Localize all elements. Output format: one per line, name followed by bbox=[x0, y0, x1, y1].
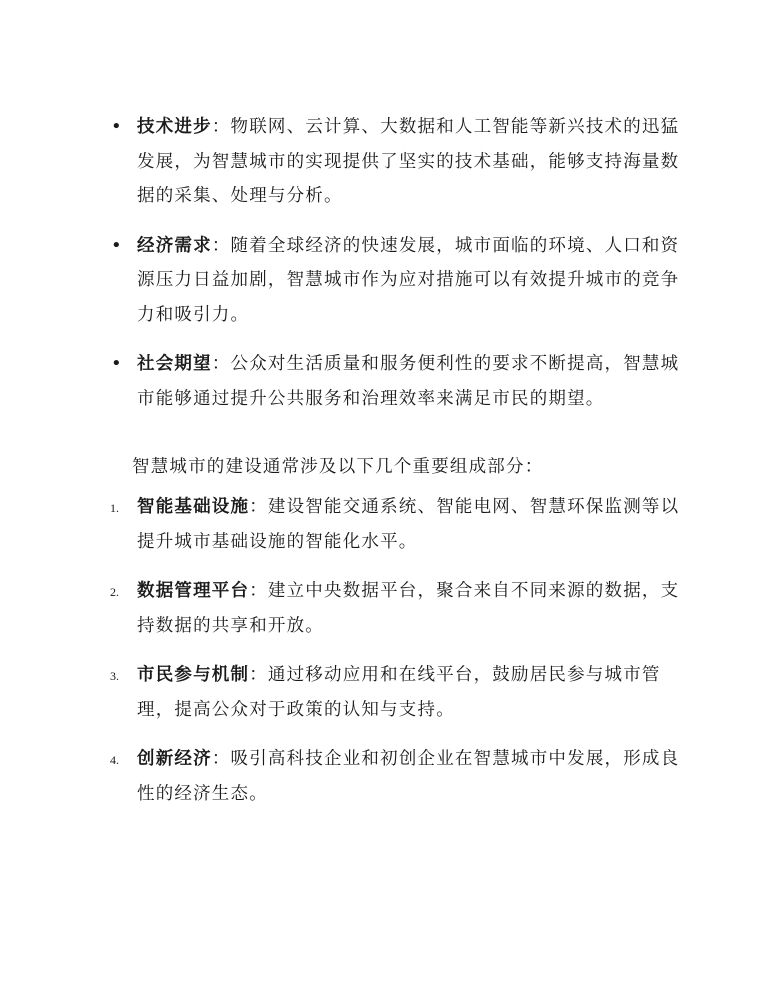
item-term: 技术进步 bbox=[137, 117, 212, 137]
item-colon: ： bbox=[211, 354, 231, 374]
item-colon: ： bbox=[249, 665, 268, 685]
item-text: 建立中央数据平台，聚合来自不同来源的数据，支持数据的共享和开放。 bbox=[137, 581, 680, 636]
bullet-marker: • bbox=[111, 353, 123, 374]
driving-factors-list bbox=[110, 110, 680, 431]
components-list bbox=[110, 490, 680, 826]
list-item bbox=[110, 347, 680, 416]
item-text: 物联网、云计算、大数据和人工智能等新兴技术的迅猛发展，为智慧城市的实现提供了坚实的技术基础，能够支持海量数据的采集、处理与分析。 bbox=[137, 117, 680, 206]
item-text: 公众对生活质量和服务便利性的要求不断提高，智慧城市能够通过提升公共服务和治理效率来满足市民的期望。 bbox=[137, 354, 680, 409]
item-number: 4. bbox=[110, 753, 119, 767]
item-text: 随着全球经济的快速发展，城市面临的环境、人口和资源压力日益加剧，智慧城市作为应对措施可以有效提升城市的竞争力和吸引力。 bbox=[137, 235, 680, 325]
bullet-marker: • bbox=[111, 234, 123, 256]
list-item bbox=[110, 110, 680, 214]
item-term: 市民参与机制 bbox=[137, 665, 250, 685]
list-item bbox=[110, 658, 680, 727]
list-item bbox=[110, 574, 680, 643]
item-term: 社会期望 bbox=[137, 354, 212, 374]
item-number: 2. bbox=[110, 585, 119, 599]
item-colon: ： bbox=[211, 235, 231, 256]
item-colon: ： bbox=[211, 117, 231, 137]
item-text: 建设智能交通系统、智能电网、智慧环保监测等以提升城市基础设施的智能化水平。 bbox=[137, 497, 680, 552]
bullet-marker: • bbox=[111, 116, 123, 137]
item-colon: ： bbox=[249, 497, 268, 517]
intro-paragraph: 智慧城市的建设通常涉及以下几个重要组成部分： bbox=[132, 457, 544, 477]
item-text: 吸引高科技企业和初创企业在智慧城市中发展，形成良性的经济生态。 bbox=[137, 749, 680, 804]
item-term: 智能基础设施 bbox=[137, 497, 250, 517]
item-number: 1. bbox=[110, 501, 119, 515]
list-item bbox=[110, 490, 680, 559]
list-item bbox=[110, 229, 680, 333]
item-colon: ： bbox=[249, 581, 268, 601]
list-item bbox=[110, 742, 680, 811]
item-term: 经济需求 bbox=[137, 235, 212, 256]
item-text: 通过移动应用和在线平台，鼓励居民参与城市管理，提高公众对于政策的认知与支持。 bbox=[137, 665, 661, 720]
item-colon: ： bbox=[211, 749, 231, 769]
item-number: 3. bbox=[110, 669, 119, 683]
item-term: 创新经济 bbox=[137, 749, 212, 769]
item-term: 数据管理平台 bbox=[137, 581, 250, 601]
